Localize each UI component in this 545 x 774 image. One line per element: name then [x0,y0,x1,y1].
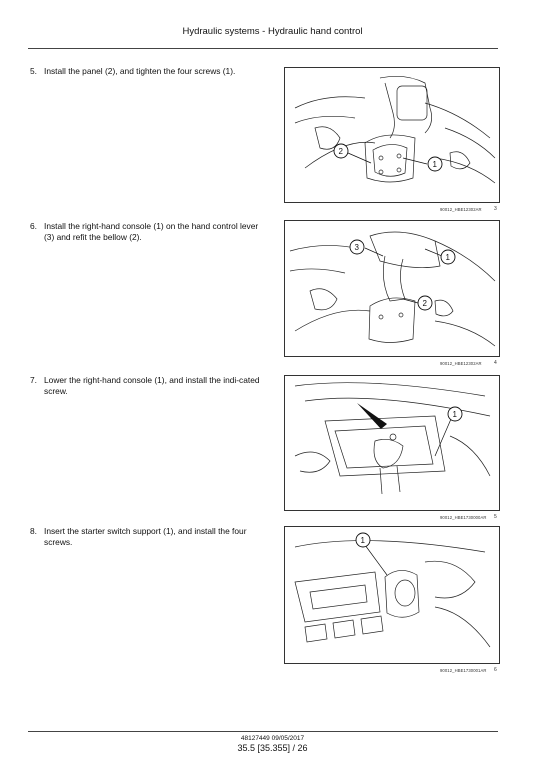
step-6 [30,221,266,243]
step-number: 5. [30,66,37,76]
callout-2: 2 [338,147,343,156]
figure-code: 90012_HBE12302AR [440,361,482,366]
figure-code: 90012_HBE1730000AR [440,515,487,520]
callout-3: 3 [354,243,359,252]
document-reference: 48127449 09/05/2017 [240,735,305,742]
step-text: Lower the right-hand console (1), and install the indi-cated screw. [44,375,260,396]
callout-1: 1 [360,536,365,545]
step-text: Install the panel (2), and tighten the four screws (1). [44,66,236,76]
step-number: 8. [30,526,37,536]
step-number: 7. [30,375,37,385]
step-text: Install the right-hand console (1) on the hand control lever (3) and refit the bellow (2). [44,221,259,242]
step-5 [30,66,266,77]
header-rule [28,48,498,49]
figure-number: 5 [494,514,497,520]
step-8 [30,526,266,548]
step-7 [30,375,266,397]
figure-code: 90012_HBE12302AR [440,207,482,212]
footer-rule [28,731,498,732]
figure-number: 4 [494,360,497,366]
callout-1: 1 [452,410,457,419]
figure-5 [284,375,500,511]
callout-1: 1 [432,160,437,169]
figure-3 [284,67,500,203]
figure-number: 6 [494,667,497,673]
step-number: 6. [30,221,37,231]
figure-6 [284,526,500,664]
step-text: Insert the starter switch support (1), and install the four screws. [44,526,247,547]
page-header: Hydraulic systems - Hydraulic hand control [182,26,363,37]
figure-4 [284,220,500,357]
figure-code: 90012_HBE1730001AR [440,668,487,673]
callout-2: 2 [422,299,427,308]
figure-number: 3 [494,206,497,212]
callout-1: 1 [445,253,450,262]
page-number: 35.5 [35.355] / 26 [237,743,308,753]
